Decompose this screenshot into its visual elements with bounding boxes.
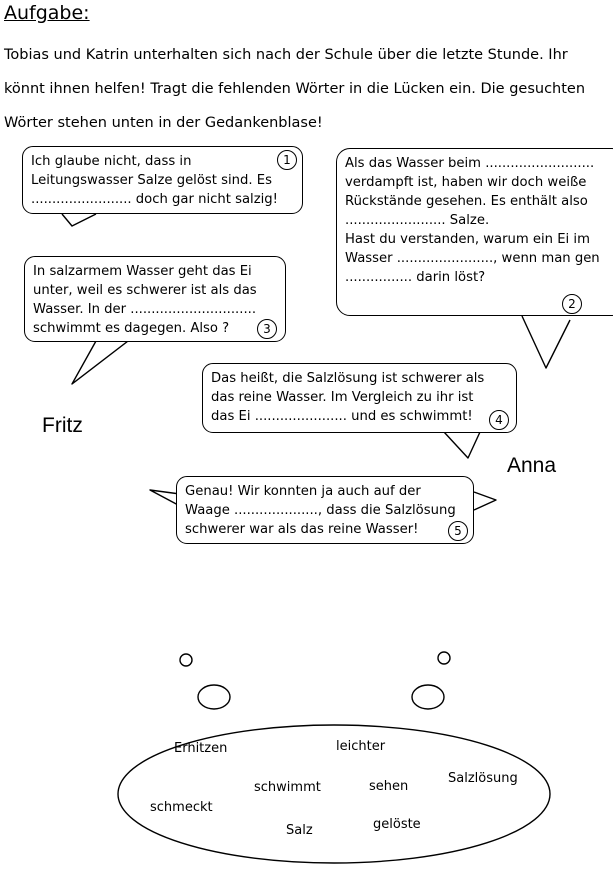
speech-bubble-3 <box>24 256 286 342</box>
cloud-word: gelöste <box>373 817 421 832</box>
bubble-line: ........................ Salze. <box>345 213 490 228</box>
thought-dot-large-left <box>198 685 230 709</box>
bubble-line: das reine Wasser. Im Vergleich zu ihr ist <box>211 390 474 405</box>
bubble-number: 2 <box>562 294 582 314</box>
cloud-word: schwimmt <box>254 780 321 795</box>
character-name-anna: Anna <box>507 454 557 477</box>
cloud-word: Erhitzen <box>174 741 228 756</box>
bubble-number: 1 <box>277 150 297 170</box>
bubble-line: Rückstände gesehen. Es enthält also <box>345 194 588 209</box>
bubble-line: Als das Wasser beim .......................... <box>345 156 595 171</box>
bubble-line: schwimmt es dagegen. Also ? <box>33 321 230 336</box>
thought-dot-large-right <box>412 685 444 709</box>
bubble-tail-5b <box>474 492 496 510</box>
bubble-line: ................ darin löst? <box>345 270 486 285</box>
bubble-line: Ich glaube nicht, dass in <box>31 154 192 169</box>
bubble-line: verdampft ist, haben wir doch weiße <box>345 175 587 190</box>
bubble-line: das Ei ...................... und es schwimmt! <box>211 409 473 424</box>
bubble-line: Hast du verstanden, warum ein Ei im <box>345 232 590 247</box>
bubble-line: ........................ doch gar nicht salzig! <box>31 192 278 207</box>
character-name-fritz: Fritz <box>42 414 83 437</box>
thought-dot-small-right <box>438 652 450 664</box>
bubble-tail-4 <box>444 432 480 458</box>
cloud-word: Salz <box>286 823 313 838</box>
task-heading: Aufgabe: <box>4 2 90 24</box>
bubble-line: Wasser. In der .............................. <box>33 302 257 317</box>
speech-bubble-5 <box>176 476 474 544</box>
bubble-tail-2 <box>522 316 570 368</box>
bubble-number: 4 <box>489 410 509 430</box>
bubble-line: Leitungswasser Salze gelöst sind. Es <box>31 173 273 188</box>
instruction-line: könnt ihnen helfen! Tragt die fehlenden Wörter in die Lücken ein. Die gesuchten <box>4 81 586 97</box>
cloud-word: leichter <box>336 739 386 754</box>
bubble-line: Das heißt, die Salzlösung ist schwerer als <box>211 371 485 386</box>
speech-bubble-2 <box>336 148 613 316</box>
speech-bubble-1 <box>22 146 303 214</box>
bubble-tail-1 <box>62 214 96 226</box>
cloud-word: sehen <box>369 779 409 794</box>
instruction-line: Wörter stehen unten in der Gedankenblase! <box>4 115 323 131</box>
bubble-line: Wasser ......................., wenn man gen <box>345 251 600 266</box>
speech-bubble-4 <box>202 363 517 433</box>
instruction-line: Tobias und Katrin unterhalten sich nach der Schule über die letzte Stunde. Ihr <box>4 47 568 63</box>
bubble-line: In salzarmem Wasser geht das Ei <box>33 264 252 279</box>
thought-dot-small-left <box>180 654 192 666</box>
cloud-word: Salzlösung <box>448 771 518 786</box>
bubble-line: Waage ...................., dass die Salzlösung <box>185 503 456 518</box>
bubble-tail-3 <box>72 341 128 384</box>
bubble-number: 3 <box>257 319 277 339</box>
bubble-line: Genau! Wir konnten ja auch auf der <box>185 484 421 499</box>
bubble-line: schwerer war als das reine Wasser! <box>185 522 419 537</box>
bubble-line: unter, weil es schwerer ist als das <box>33 283 257 298</box>
bubble-number: 5 <box>448 521 468 541</box>
cloud-word: schmeckt <box>150 800 213 815</box>
